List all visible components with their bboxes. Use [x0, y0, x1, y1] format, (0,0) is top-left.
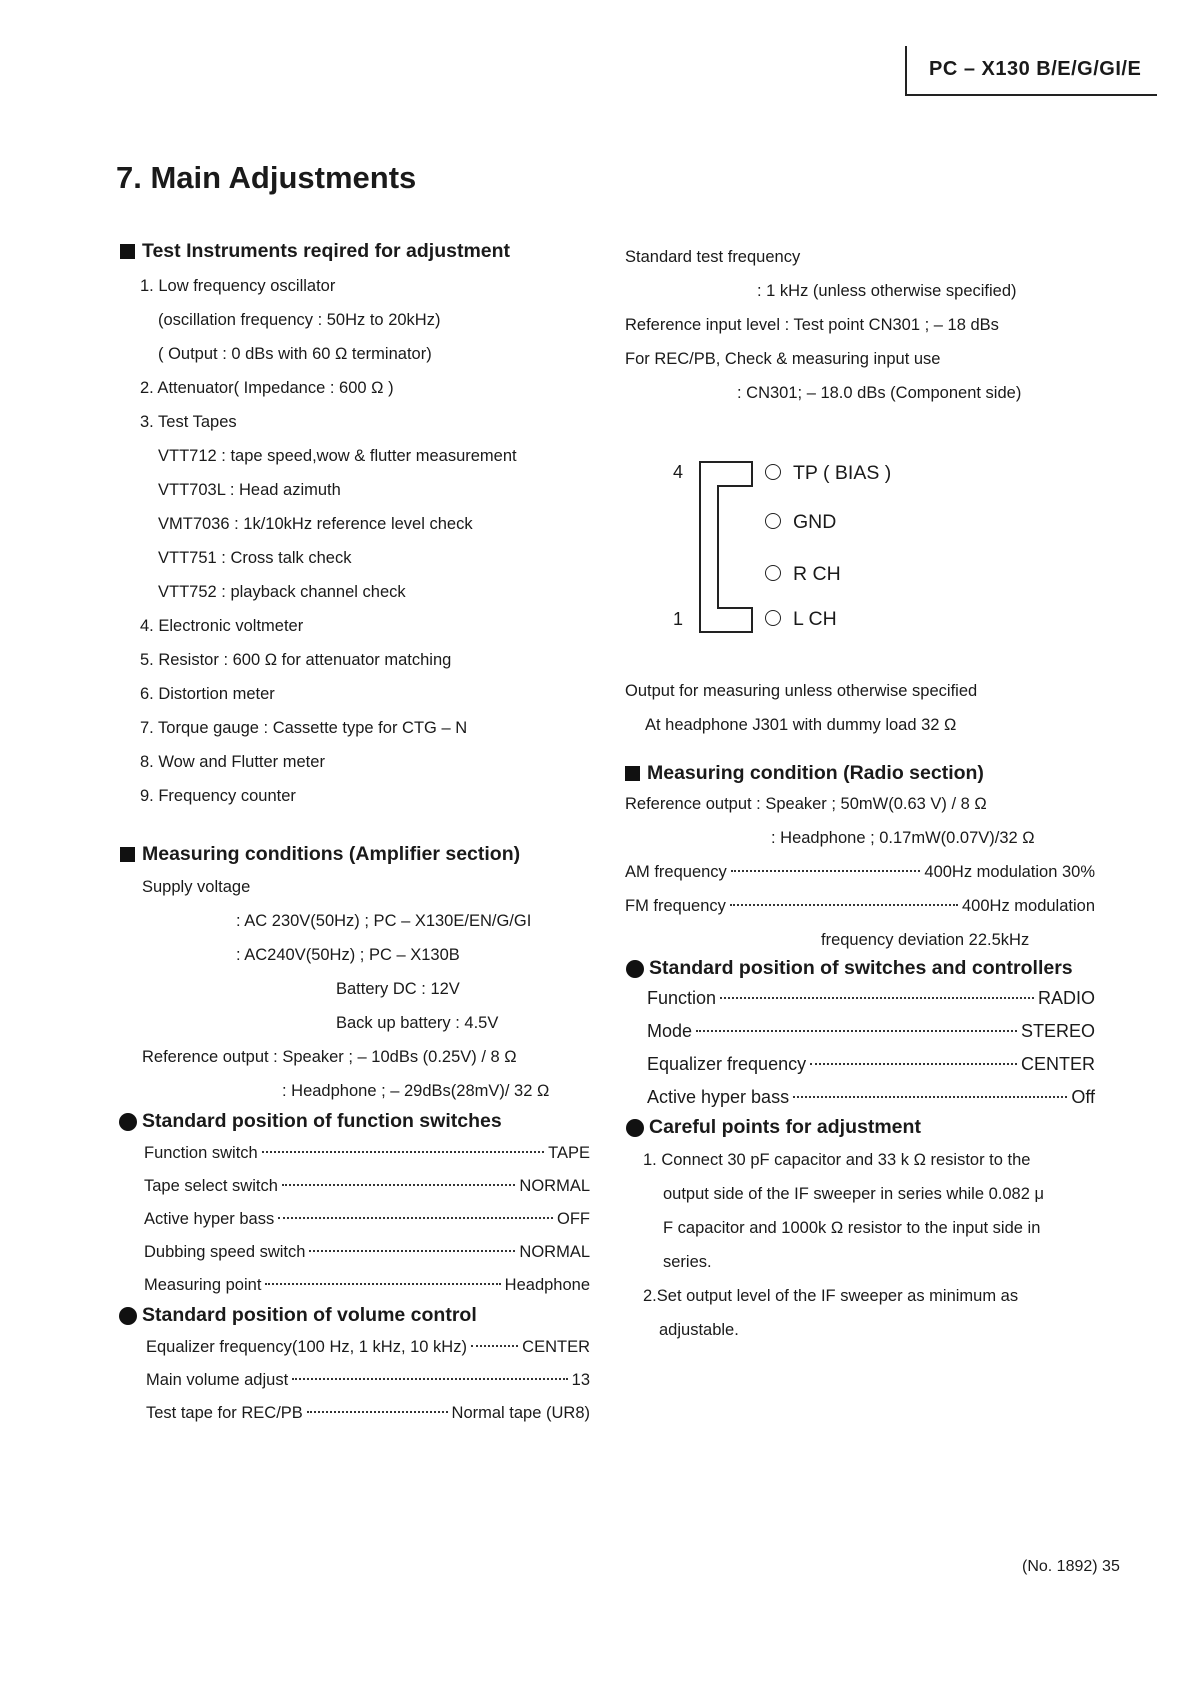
pin-label-tp-bias: TP ( BIAS ) [765, 462, 891, 485]
left-column [118, 240, 590, 1430]
round-bullet-icon [119, 1113, 137, 1131]
list-item: 2. Attenuator( Impedance : 600 Ω ) [140, 379, 394, 397]
table-row: Mode STEREO [647, 1021, 1095, 1041]
list-item: 9. Frequency counter [140, 787, 296, 805]
recpb-check-line: For REC/PB, Check & measuring input use [625, 350, 941, 368]
amp-conditions-heading: Measuring conditions (Amplifier section) [118, 843, 590, 866]
headphone-dummy-load: At headphone J301 with dummy load 32 Ω [645, 716, 957, 734]
header-model: PC – X130 B/E/G/GI/E [929, 58, 1142, 80]
careful-item-1-line: F capacitor and 1000k Ω resistor to the input side in [663, 1219, 1041, 1237]
pin-label-gnd: GND [765, 511, 836, 534]
volume-control-heading: Standard position of volume control [118, 1304, 590, 1327]
careful-points-heading: Careful points for adjustment [625, 1116, 1095, 1139]
supply-voltage-1: : AC 230V(50Hz) ; PC – X130E/EN/G/GI [236, 912, 532, 930]
test-instruments-heading: Test Instruments reqired for adjustment [118, 240, 590, 263]
std-test-frequency-value: : 1 kHz (unless otherwise specified) [757, 282, 1017, 300]
table-row: Active hyper bass OFF [144, 1210, 590, 1228]
list-item: ( Output : 0 dBs with 60 Ω terminator) [158, 345, 432, 363]
fm-deviation: frequency deviation 22.5kHz [821, 931, 1030, 949]
supply-voltage-label: Supply voltage [142, 878, 251, 896]
pin-circle-icon [765, 565, 781, 581]
list-item: 7. Torque gauge : Cassette type for CTG – N [140, 719, 468, 737]
connector-outline [690, 460, 760, 636]
right-column [625, 240, 1095, 410]
round-bullet-icon [119, 1307, 137, 1325]
radio-ref-speaker: Reference output : Speaker ; 50mW(0.63 V) / 8 Ω [625, 795, 987, 813]
table-row: Equalizer frequency(100 Hz, 1 kHz, 10 kHz) CENTER [146, 1338, 590, 1356]
round-bullet-icon [626, 1119, 644, 1137]
careful-item-1-line: series. [663, 1253, 712, 1271]
list-item: 3. Test Tapes [140, 413, 237, 431]
table-row: Active hyper bass Off [647, 1087, 1095, 1107]
ref-output-speaker: Reference output : Speaker ; – 10dBs (0.25V) / 8 Ω [142, 1048, 517, 1066]
table-row: Dubbing speed switch NORMAL [144, 1243, 590, 1261]
list-item: 4. Electronic voltmeter [140, 617, 304, 635]
list-item: VTT703L : Head azimuth [158, 481, 341, 499]
table-row: Tape select switch NORMAL [144, 1177, 590, 1195]
table-row: Measuring point Headphone [144, 1276, 590, 1294]
careful-item-1-line: output side of the IF sweeper in series while 0.082 μ [663, 1185, 1044, 1203]
pin-circle-icon [765, 610, 781, 626]
page-footer: (No. 1892) 35 [1022, 1558, 1120, 1575]
output-measuring-line: Output for measuring unless otherwise specified [625, 682, 978, 700]
table-row: Function RADIO [647, 988, 1095, 1008]
pin-number-top: 4 [673, 462, 684, 482]
careful-item-2-line: 2.Set output level of the IF sweeper as minimum as [643, 1287, 1019, 1305]
switches-controllers-heading: Standard position of switches and controllers [625, 957, 1095, 980]
table-row: Equalizer frequency CENTER [647, 1054, 1095, 1074]
list-item: VMT7036 : 1k/10kHz reference level check [158, 515, 473, 533]
backup-battery: Back up battery : 4.5V [336, 1014, 499, 1032]
header-box [905, 46, 1157, 96]
battery-dc: Battery DC : 12V [336, 980, 460, 998]
table-row: Test tape for REC/PB Normal tape (UR8) [146, 1404, 590, 1422]
std-test-frequency-label: Standard test frequency [625, 248, 801, 266]
careful-item-2-line: adjustable. [659, 1321, 739, 1339]
list-item: 1. Low frequency oscillator [140, 277, 336, 295]
list-item: (oscillation frequency : 50Hz to 20kHz) [158, 311, 441, 329]
radio-conditions-heading: Measuring condition (Radio section) [625, 762, 1095, 785]
list-item: 6. Distortion meter [140, 685, 275, 703]
pin-label-lch: L CH [765, 608, 837, 631]
right-column-lower [625, 674, 1095, 1347]
cn301-level: : CN301; – 18.0 dBs (Component side) [737, 384, 1022, 402]
pin-number-bottom: 1 [673, 609, 684, 629]
am-frequency-row: AM frequency 400Hz modulation 30% [625, 863, 1095, 881]
radio-ref-headphone: : Headphone ; 0.17mW(0.07V)/32 Ω [771, 829, 1035, 847]
square-bullet-icon [625, 766, 640, 781]
pin-label-rch: R CH [765, 563, 841, 586]
ref-output-headphone: : Headphone ; – 29dBs(28mV)/ 32 Ω [282, 1082, 550, 1100]
square-bullet-icon [120, 847, 135, 862]
supply-voltage-2: : AC240V(50Hz) ; PC – X130B [236, 946, 460, 964]
reference-input-level: Reference input level : Test point CN301 ; – 18 dBs [625, 316, 999, 334]
page-title: 7. Main Adjustments [116, 160, 417, 195]
list-item: 8. Wow and Flutter meter [140, 753, 325, 771]
pin-circle-icon [765, 464, 781, 480]
list-item: VTT752 : playback channel check [158, 583, 406, 601]
list-item: VTT751 : Cross talk check [158, 549, 352, 567]
square-bullet-icon [120, 244, 135, 259]
function-switches-heading: Standard position of function switches [118, 1110, 590, 1133]
list-item: 5. Resistor : 600 Ω for attenuator matching [140, 651, 452, 669]
pin-circle-icon [765, 513, 781, 529]
table-row: Function switch TAPE [144, 1144, 590, 1162]
table-row: Main volume adjust 13 [146, 1371, 590, 1389]
round-bullet-icon [626, 960, 644, 978]
fm-frequency-row: FM frequency 400Hz modulation [625, 897, 1095, 915]
list-item: VTT712 : tape speed,wow & flutter measurement [158, 447, 517, 465]
careful-item-1-line: 1. Connect 30 pF capacitor and 33 k Ω resistor to the [643, 1151, 1031, 1169]
